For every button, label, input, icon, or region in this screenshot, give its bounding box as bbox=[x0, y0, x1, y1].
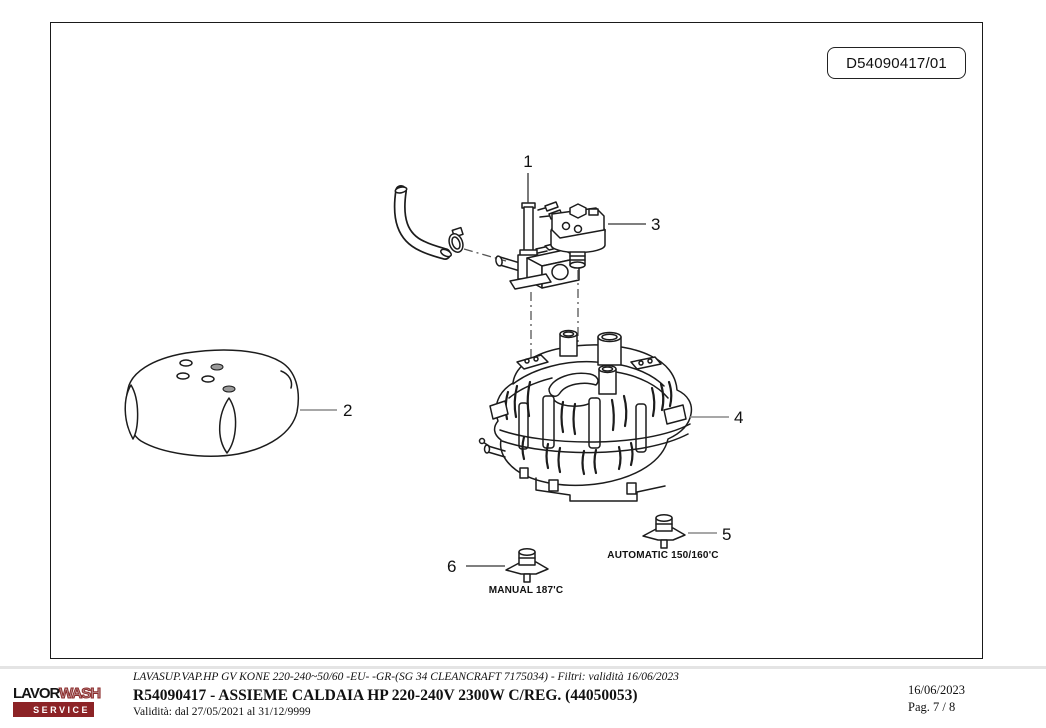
page-indicator: Pag. 7 / 8 bbox=[908, 700, 956, 714]
footer-text-block bbox=[133, 671, 679, 719]
boiler-body bbox=[480, 331, 692, 502]
footer-right-block bbox=[908, 682, 965, 716]
logo-service-label: SERVICE bbox=[33, 705, 90, 715]
lavorwash-wordmark bbox=[13, 685, 101, 702]
print-date: 16/06/2023 bbox=[908, 683, 965, 697]
logo-brand-black: LAVOR bbox=[13, 685, 60, 702]
callout-4: 4 bbox=[734, 408, 744, 427]
drawing-number: D54090417/01 bbox=[846, 54, 947, 72]
filter-line: LAVASUP.VAP.HP GV KONE 220-240~50/60 -EU- -GR-(SG 34 CLEANCRAFT 7175034) - Filtri: validità 16/06/2023 bbox=[133, 671, 679, 683]
logo-brand-red: WASH bbox=[59, 685, 101, 702]
assembly-title: R54090417 - ASSIEME CALDAIA HP 220-240V 2300W C/REG. (44050053) bbox=[133, 687, 638, 704]
lavorwash-logo bbox=[13, 685, 101, 717]
footer-separator bbox=[0, 666, 1046, 669]
logo-service-band bbox=[13, 702, 94, 717]
callout-5: 5 bbox=[722, 525, 732, 544]
callout-1: 1 bbox=[523, 152, 533, 171]
validity-line: Validità: dal 27/05/2021 al 31/12/9999 bbox=[133, 706, 311, 718]
callout-2: 2 bbox=[343, 401, 353, 420]
automatic-thermostat-label: AUTOMATIC 150/160'C bbox=[607, 550, 719, 561]
callout-3: 3 bbox=[651, 215, 661, 234]
steam-hose bbox=[395, 186, 453, 258]
automatic-thermostat bbox=[643, 515, 685, 548]
manual-thermostat bbox=[506, 549, 548, 582]
manual-thermostat-label: MANUAL 187'C bbox=[488, 585, 564, 596]
boiler-insulation bbox=[125, 350, 298, 456]
callout-6: 6 bbox=[447, 557, 457, 576]
